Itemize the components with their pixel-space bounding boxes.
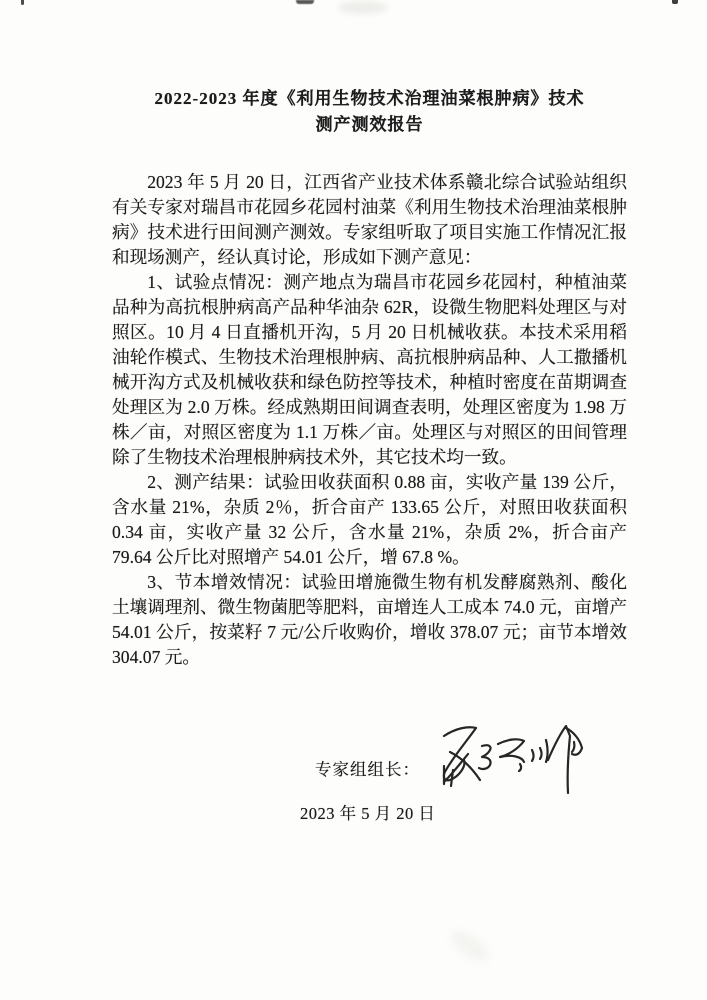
paragraph-section3: 3、节本增效情况：试验田增施微生物有机发酵腐熟剂、酸化土壤调理剂、微生物菌肥等肥料，亩增连人工成本 74.0 元，亩增产 54.01 公斤，按菜籽 7 元/公斤收购价，增收 378.07 元；亩节本增效 304.07 元。: [112, 572, 627, 667]
document-body: [112, 170, 627, 670]
paragraph-section1: 1、试验点情况：测产地点为瑞昌市花园乡花园村，种植油菜品种为高抗根肿病高产品种华油杂 62R，设微生物肥料处理区与对照区。10 月 4 日直播机开沟，5 月 20 日机械收获。本技术采用稻油轮作模式、生物技术治理根肿病、高抗根肿病品种、人工撒播机械开沟方式及机械收获和绿色防控等技术，种植时密度在苗期调查处理区为 2.0 万株。经成熟期田间调查表明，处理区密度为 1.98 万株／亩，对照区密度为 1.1 万株／亩。处理区与对照区的田间管理除了生物技术治理根肿病技术外，其它技术均一致。: [112, 272, 627, 467]
paragraph-section2: 2、测产结果：试验田收获面积 0.88 亩，实收产量 139 公斤，含水量 21%，杂质 2％，折合亩产 133.65 公斤，对照田收获面积 0.34 亩，实收产量 32 公斤，含水量 21%，杂质 2%，折合亩产 79.64 公斤比对照增产 54.01 公斤，增 67.8 %。: [112, 472, 627, 567]
scan-artifact-top-center: [296, 0, 314, 4]
handwritten-signature: [432, 716, 588, 800]
scan-artifact-top-right: [672, 0, 678, 4]
document-date: 2023 年 5 月 20 日: [300, 804, 436, 823]
document-title-line1: 2022-2023 年度《利用生物技术治理油菜根肿病》技术: [154, 89, 585, 108]
document-title: [112, 86, 627, 138]
scan-smudge-top-center: [338, 1, 388, 14]
paragraph-intro: 2023 年 5 月 20 日，江西省产业技术体系赣北综合试验站组织有关专家对瑞昌市花园乡花园村油菜《利用生物技术治理油菜根肿病》技术进行田间测产测效。专家组听取了项目实施工作情况汇报和现场测产，经认真讨论，形成如下测产意见：: [112, 172, 627, 267]
scan-smudge-bottom: [446, 925, 494, 967]
document-title-line2: 测产测效报告: [315, 115, 424, 134]
signature-label: 专家组组长：: [315, 760, 420, 779]
scan-artifact-top-left: [21, 0, 24, 5]
